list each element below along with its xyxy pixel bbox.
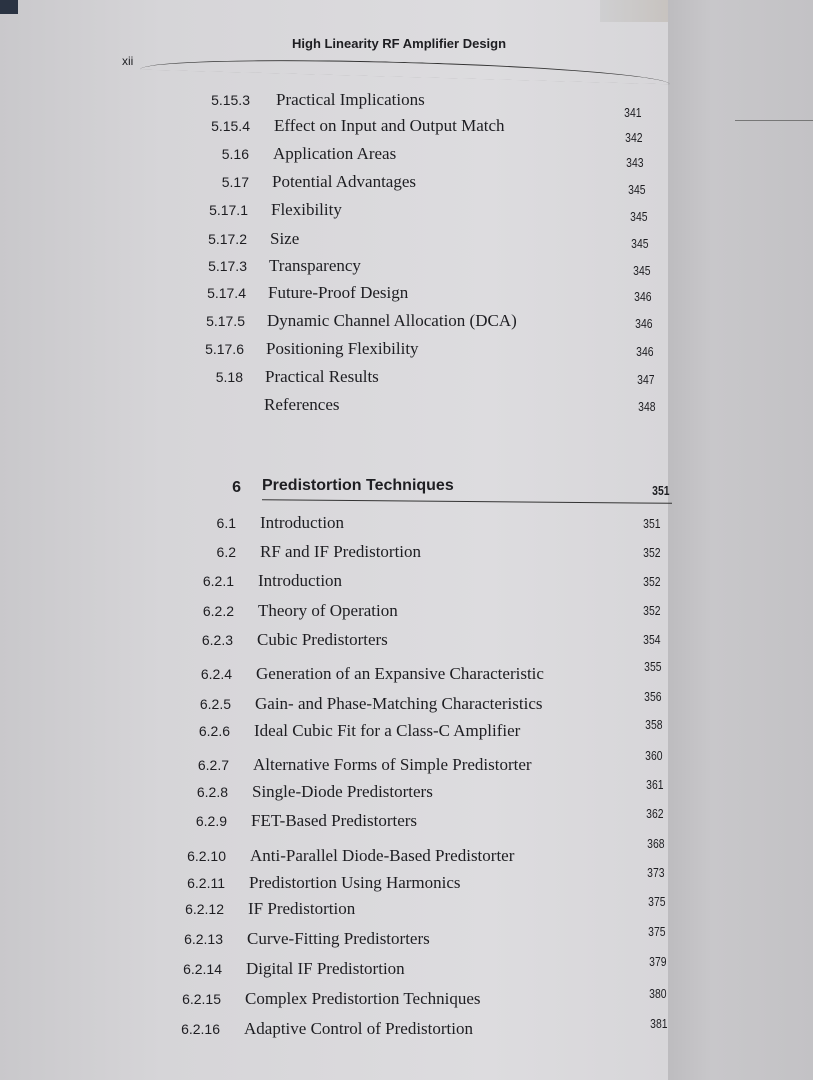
entry-title: Introduction (260, 513, 345, 532)
entry-page-number: 361 (646, 777, 664, 792)
entry-page-number: 351 (652, 483, 670, 498)
entry-number: 5.15.4 (211, 118, 250, 134)
chapter-rule (262, 499, 672, 504)
entry-number: 6 (232, 479, 241, 496)
entry-title: Theory of Operation (258, 601, 398, 620)
entry-page-number: 342 (625, 130, 643, 145)
entry-number: 6.2.14 (183, 961, 222, 977)
running-head: High Linearity RF Amplifier Design (292, 36, 507, 51)
entry-title: Alternative Forms of Simple Predistorter (253, 755, 532, 774)
facing-page-edge (668, 0, 813, 1080)
entry-title: IF Predistortion (248, 899, 356, 918)
entry-number: 5.17.2 (208, 231, 247, 247)
entry-number: 6.2 (216, 544, 236, 560)
entry-number: 6.2.8 (196, 784, 228, 800)
entry-page-number: 358 (645, 717, 663, 732)
entry-title: Transparency (269, 256, 361, 275)
entry-title: Potential Advantages (272, 172, 417, 191)
entry-page-number: 352 (643, 603, 661, 618)
entry-title: Digital IF Predistortion (246, 959, 405, 978)
entry-title: Single-Diode Predistorters (252, 782, 433, 801)
entry-page-number: 380 (649, 986, 667, 1001)
entry-number: 6.2.16 (181, 1021, 220, 1037)
entry-title: Introduction (258, 571, 343, 590)
entry-page-number: 354 (643, 632, 661, 647)
entry-page-number: 345 (630, 209, 648, 224)
entry-number: 5.16 (221, 146, 249, 162)
entry-page-number: 351 (643, 516, 661, 531)
entry-title: Generation of an Expansive Characteristic (256, 664, 544, 683)
entry-number: 5.17.5 (206, 313, 245, 329)
entry-page-number: 375 (648, 924, 666, 939)
entry-number: 5.15.3 (211, 92, 250, 108)
entry-title: Positioning Flexibility (266, 339, 419, 358)
entry-page-number: 375 (648, 894, 666, 909)
entry-title: Curve-Fitting Predistorters (247, 929, 430, 948)
entry-title: Practical Implications (276, 90, 425, 109)
entry-page-number: 362 (646, 806, 664, 821)
entry-title: Application Areas (273, 144, 397, 163)
entry-number: 6.2.2 (202, 603, 234, 619)
entry-page-number: 360 (645, 748, 663, 763)
entry-number: 6.2.11 (187, 875, 225, 891)
entry-title: Effect on Input and Output Match (274, 116, 505, 135)
entry-title: Flexibility (271, 200, 342, 219)
entry-title: Cubic Predistorters (257, 630, 388, 649)
entry-title: Size (270, 229, 300, 248)
entry-page-number: 355 (644, 659, 662, 674)
entry-number: 5.17 (221, 174, 249, 190)
entry-number: 6.2.4 (200, 666, 232, 682)
entry-page-number: 347 (637, 372, 655, 387)
entry-number: 5.17.6 (205, 341, 244, 357)
entry-number: 5.17.3 (208, 258, 247, 274)
entry-number: 6.2.7 (197, 757, 229, 773)
entry-number: 6.2.9 (195, 813, 227, 829)
entry-title: Ideal Cubic Fit for a Class-C Amplifier (254, 721, 521, 740)
entry-number: 6.2.10 (187, 848, 226, 864)
entry-number: 5.17.1 (209, 202, 248, 218)
entry-page-number: 345 (631, 236, 649, 251)
entry-page-number: 368 (647, 836, 665, 851)
entry-title: Practical Results (265, 367, 379, 386)
entry-number: 5.18 (215, 369, 243, 385)
entry-title: FET-Based Predistorters (251, 811, 418, 830)
entry-title: Adaptive Control of Predistortion (244, 1019, 474, 1038)
entry-page-number: 346 (634, 289, 652, 304)
entry-page-number: 345 (628, 182, 646, 197)
entry-title: Future-Proof Design (268, 283, 409, 302)
page-folio: xii (122, 54, 134, 68)
entry-title: Predistortion Techniques (262, 477, 454, 494)
entry-page-number: 352 (643, 545, 661, 560)
entry-page-number: 346 (635, 316, 653, 331)
entry-number: 5.17.4 (207, 285, 246, 301)
entry-title: Dynamic Channel Allocation (DCA) (267, 311, 517, 330)
entry-number: 6.2.15 (182, 991, 221, 1007)
entry-title: Gain- and Phase-Matching Characteristics (255, 694, 543, 713)
entry-page-number: 356 (644, 689, 662, 704)
facing-page-rule (735, 120, 813, 121)
entry-page-number: 348 (638, 399, 656, 414)
entry-page-number: 379 (649, 954, 667, 969)
entry-number: 6.2.3 (201, 632, 233, 648)
entry-page-number: 352 (643, 574, 661, 589)
entry-title: Anti-Parallel Diode-Based Predistorter (250, 846, 515, 865)
entry-number: 6.2.6 (198, 723, 230, 739)
entry-number: 6.2.5 (199, 696, 231, 712)
entry-page-number: 343 (626, 155, 644, 170)
header-rule (140, 55, 670, 85)
entry-page-number: 341 (624, 105, 642, 120)
entry-page-number: 345 (633, 263, 651, 278)
entry-title: Predistortion Using Harmonics (249, 873, 461, 892)
entry-number: 6.2.1 (202, 573, 234, 589)
entry-number: 6.2.12 (185, 901, 224, 917)
entry-title: RF and IF Predistortion (260, 542, 422, 561)
entry-number: 6.2.13 (184, 931, 223, 947)
entry-number: 6.1 (216, 515, 236, 531)
entry-page-number: 346 (636, 344, 654, 359)
entry-page-number: 373 (647, 865, 665, 880)
entry-page-number: 381 (650, 1016, 668, 1031)
background-corner (0, 0, 18, 14)
entry-title: Complex Predistortion Techniques (245, 989, 481, 1008)
entry-title: References (264, 395, 340, 414)
